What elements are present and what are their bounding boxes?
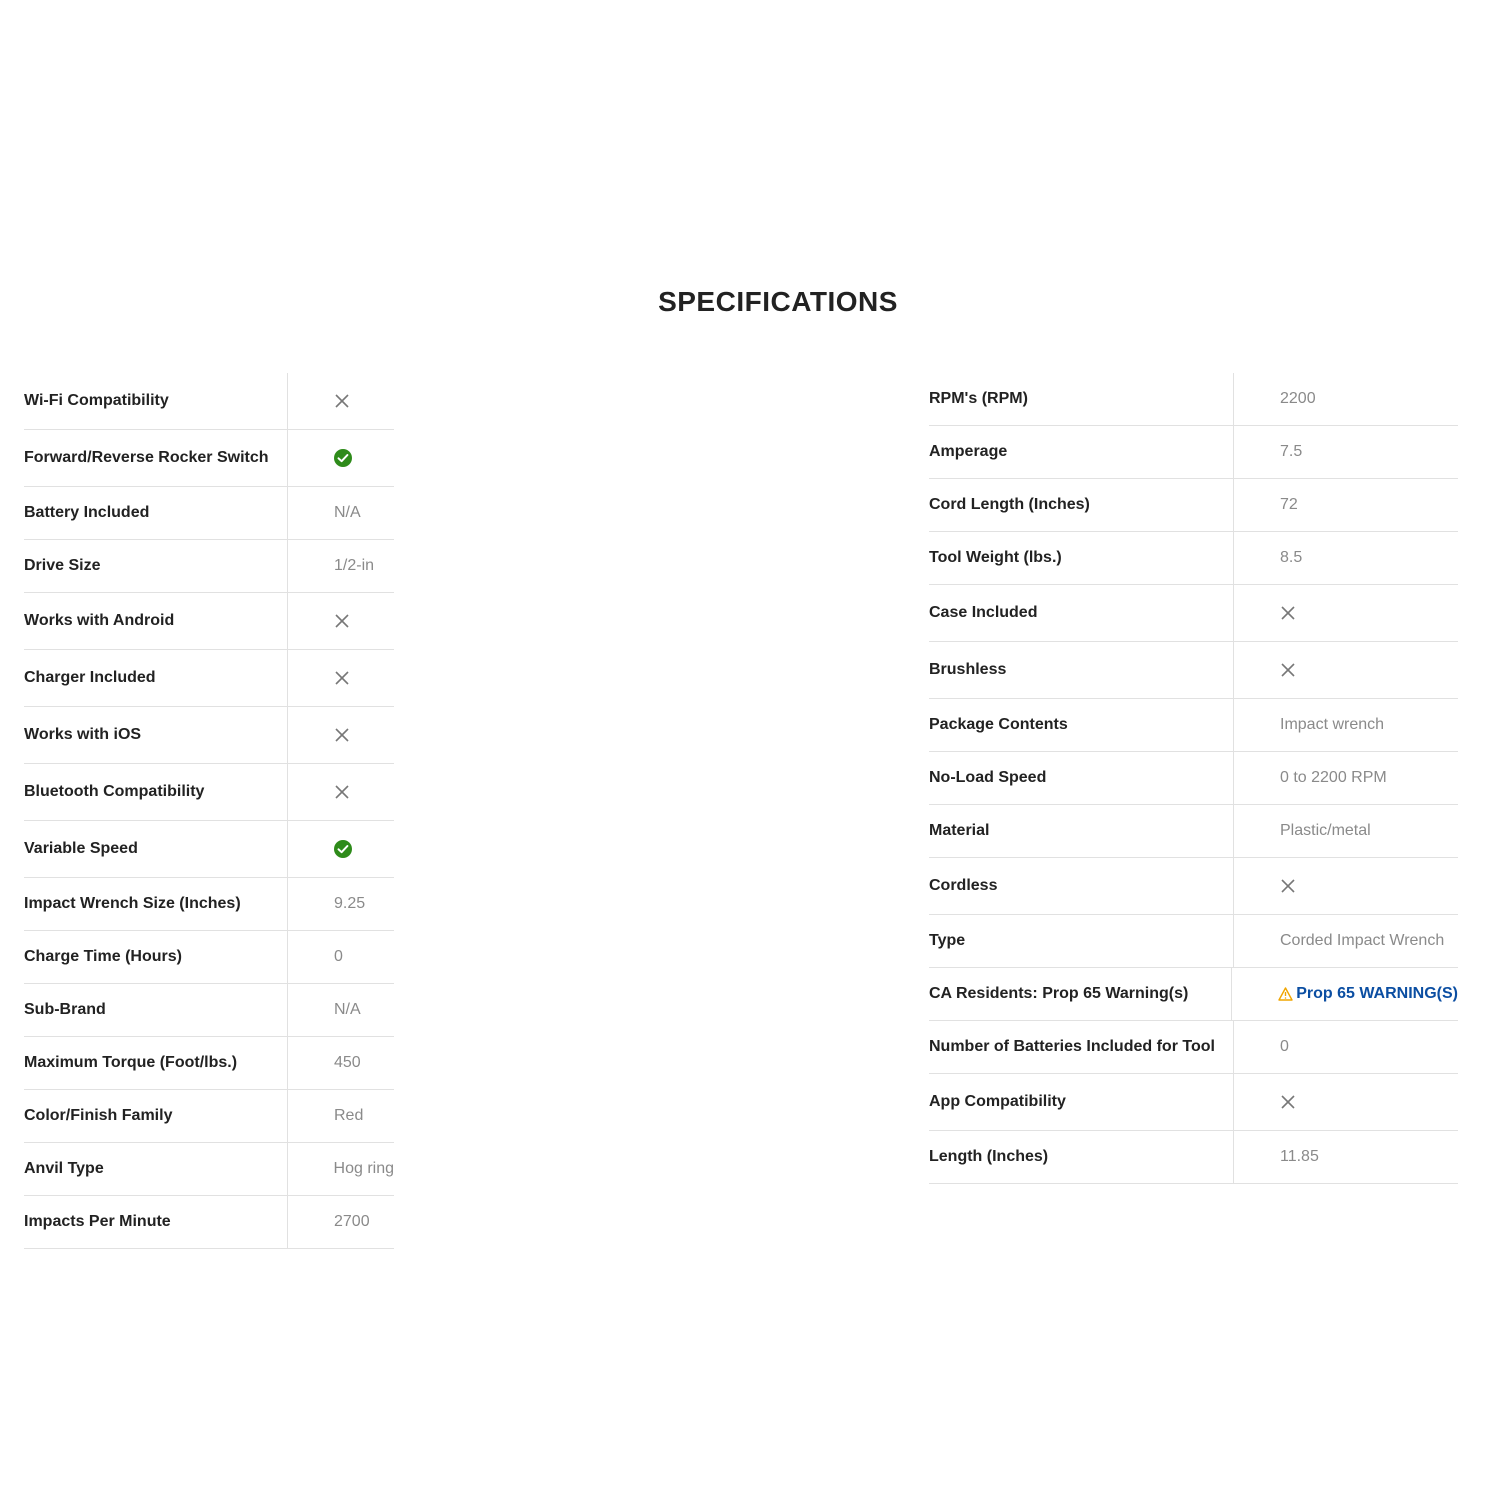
spec-value [288, 1160, 394, 1178]
spec-value-text: 11.85 [1280, 1148, 1319, 1165]
spec-value [1234, 1038, 1289, 1056]
spec-value [288, 840, 352, 858]
spec-value-text: 8.5 [1280, 549, 1303, 566]
spec-row [929, 373, 1458, 426]
spec-value [1234, 496, 1298, 514]
x-icon [334, 670, 350, 686]
spec-label: Wi-Fi Compatibility [24, 373, 288, 429]
spec-value [1234, 769, 1387, 787]
spec-value [288, 895, 365, 913]
spec-label: Brushless [929, 642, 1234, 698]
spec-row [929, 1131, 1458, 1184]
spec-row [929, 426, 1458, 479]
spec-value [1234, 716, 1384, 734]
spec-value [1232, 985, 1458, 1003]
spec-row [929, 699, 1458, 752]
spec-value-text: Corded Impact Wrench [1280, 932, 1445, 949]
spec-value [288, 1054, 361, 1072]
spec-label: Tool Weight (lbs.) [929, 532, 1234, 584]
spec-label: Material [929, 805, 1234, 857]
spec-value [1234, 1094, 1296, 1110]
spec-label: Forward/Reverse Rocker Switch [24, 430, 288, 486]
spec-value-text: 0 [1280, 1038, 1289, 1055]
warning-triangle-icon [1278, 987, 1293, 1001]
spec-value [1234, 605, 1296, 621]
spec-row [24, 487, 394, 540]
spec-row [929, 915, 1458, 968]
spec-row [24, 931, 394, 984]
spec-value [288, 670, 350, 686]
spec-value [288, 784, 350, 800]
spec-label: Cordless [929, 858, 1234, 914]
spec-value [1234, 662, 1296, 678]
spec-value [1234, 1148, 1319, 1166]
spec-row [24, 650, 394, 707]
spec-value [288, 1213, 370, 1231]
spec-label: Charger Included [24, 650, 288, 706]
spec-row [24, 984, 394, 1037]
spec-value-text: 7.5 [1280, 443, 1303, 460]
spec-label: Drive Size [24, 540, 288, 592]
x-icon [334, 393, 350, 409]
spec-label: Impact Wrench Size (Inches) [24, 878, 288, 930]
spec-row [24, 593, 394, 650]
spec-row [929, 532, 1458, 585]
spec-row [929, 642, 1458, 699]
spec-row [24, 373, 394, 430]
spec-label: Case Included [929, 585, 1234, 641]
page-title: SPECIFICATIONS [658, 286, 898, 317]
spec-label: Number of Batteries Included for Tool [929, 1021, 1234, 1073]
spec-value-text: 9.25 [334, 895, 366, 912]
x-icon [1280, 662, 1296, 678]
spec-row [929, 968, 1458, 1021]
spec-label: Amperage [929, 426, 1234, 478]
specs-table-left [24, 373, 394, 1249]
spec-value-text: 0 [334, 948, 343, 965]
x-icon [334, 613, 350, 629]
spec-label: Anvil Type [24, 1143, 288, 1195]
spec-value-text: 2700 [334, 1213, 370, 1230]
spec-row [929, 1021, 1458, 1074]
spec-row [929, 752, 1458, 805]
spec-value-text: Plastic/metal [1280, 822, 1371, 839]
spec-label: Variable Speed [24, 821, 288, 877]
spec-label: Length (Inches) [929, 1131, 1234, 1183]
spec-label: RPM's (RPM) [929, 373, 1234, 425]
spec-label: Package Contents [929, 699, 1234, 751]
spec-value-text: 1/2-in [334, 557, 375, 574]
spec-row [929, 858, 1458, 915]
spec-value [288, 393, 350, 409]
spec-value-text: Impact wrench [1280, 716, 1385, 733]
spec-label: Works with Android [24, 593, 288, 649]
x-icon [1280, 1094, 1296, 1110]
spec-label: Works with iOS [24, 707, 288, 763]
prop65-warning-link[interactable] [1278, 985, 1458, 1003]
spec-row [24, 821, 394, 878]
spec-label: Battery Included [24, 487, 288, 539]
spec-value-text: 450 [334, 1054, 361, 1071]
spec-row [929, 1074, 1458, 1131]
spec-row [24, 1196, 394, 1249]
spec-value [288, 727, 350, 743]
spec-value [288, 1001, 361, 1019]
spec-row [929, 805, 1458, 858]
spec-row [24, 1090, 394, 1143]
x-icon [1280, 605, 1296, 621]
spec-value [288, 449, 352, 467]
spec-value-text: Red [334, 1107, 364, 1124]
spec-value-text: N/A [334, 1001, 361, 1018]
spec-value-text: 2200 [1280, 390, 1316, 407]
spec-row [24, 764, 394, 821]
spec-label: Sub-Brand [24, 984, 288, 1036]
spec-value [1234, 932, 1444, 950]
spec-label: Type [929, 915, 1234, 967]
x-icon [1280, 878, 1296, 894]
specs-table-right [929, 373, 1458, 1184]
spec-row [24, 1143, 394, 1196]
spec-row [929, 479, 1458, 532]
spec-value [288, 613, 350, 629]
spec-value-text: 0 to 2200 RPM [1280, 769, 1387, 786]
spec-label: Bluetooth Compatibility [24, 764, 288, 820]
spec-value-text: N/A [334, 504, 361, 521]
check-circle-icon [334, 449, 352, 467]
spec-label: Color/Finish Family [24, 1090, 288, 1142]
spec-label: CA Residents: Prop 65 Warning(s) [929, 968, 1232, 1020]
prop65-warning-text: Prop 65 WARNING(S) [1296, 985, 1458, 1002]
spec-value [288, 948, 343, 966]
spec-value-text: 72 [1280, 496, 1298, 513]
x-icon [334, 727, 350, 743]
spec-row [24, 1037, 394, 1090]
spec-row [24, 430, 394, 487]
spec-value [1234, 390, 1316, 408]
spec-label: Charge Time (Hours) [24, 931, 288, 983]
spec-value [288, 1107, 363, 1125]
spec-value [288, 504, 361, 522]
spec-label: Maximum Torque (Foot/lbs.) [24, 1037, 288, 1089]
spec-label: Impacts Per Minute [24, 1196, 288, 1248]
spec-label: App Compatibility [929, 1074, 1234, 1130]
check-circle-icon [334, 840, 352, 858]
spec-value [1234, 549, 1302, 567]
spec-row [24, 878, 394, 931]
spec-value [1234, 878, 1296, 894]
spec-row [24, 540, 394, 593]
spec-label: No-Load Speed [929, 752, 1234, 804]
spec-value [1234, 443, 1302, 461]
spec-value [288, 557, 374, 575]
spec-value [1234, 822, 1371, 840]
spec-value-text: Hog ring [333, 1160, 394, 1177]
spec-row [24, 707, 394, 764]
spec-label: Cord Length (Inches) [929, 479, 1234, 531]
x-icon [334, 784, 350, 800]
spec-row [929, 585, 1458, 642]
